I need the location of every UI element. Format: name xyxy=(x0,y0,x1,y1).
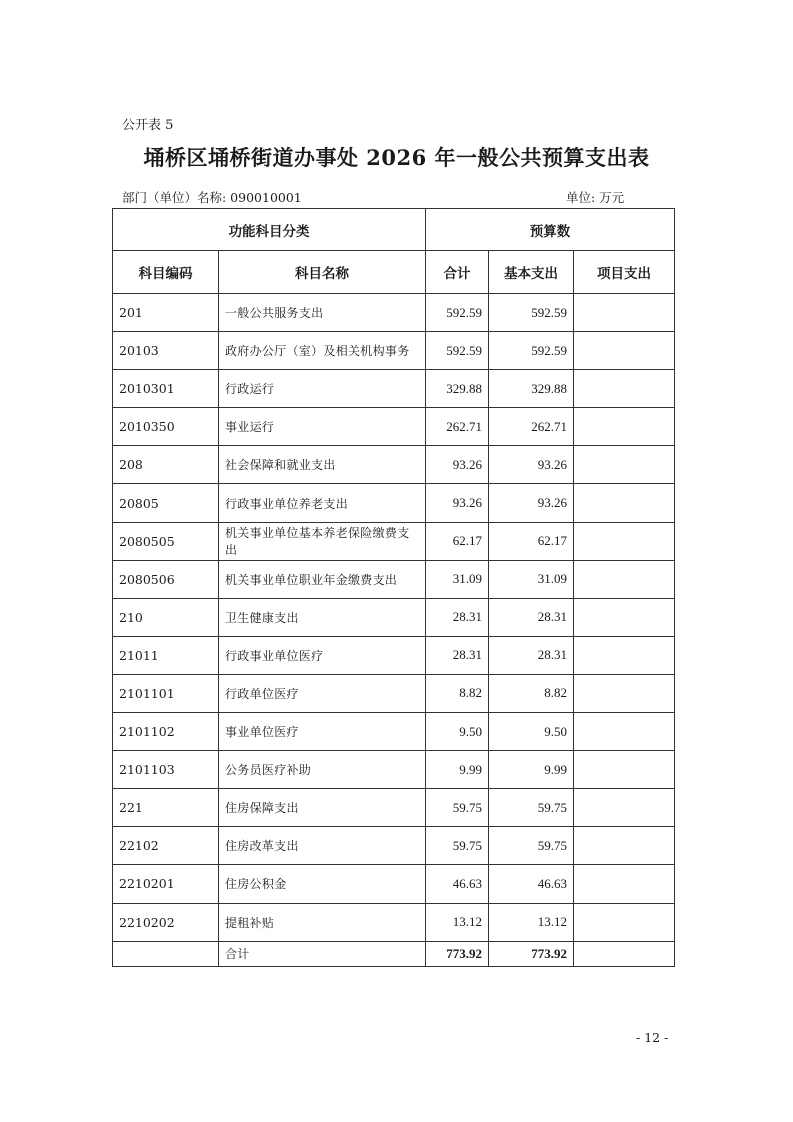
cell-code: 221 xyxy=(113,789,219,827)
cell-basic: 93.26 xyxy=(489,484,574,522)
cell-code: 208 xyxy=(113,446,219,484)
cell-project xyxy=(574,294,675,332)
cell-project xyxy=(574,713,675,751)
cell-total: 59.75 xyxy=(426,827,489,865)
cell-project xyxy=(574,789,675,827)
cell-basic: 28.31 xyxy=(489,598,574,636)
table-row xyxy=(113,294,675,332)
cell-total: 62.17 xyxy=(426,522,489,560)
cell-total: 592.59 xyxy=(426,294,489,332)
cell-name: 卫生健康支出 xyxy=(219,598,426,636)
page-number: - 12 - xyxy=(636,1030,669,1045)
cell-code: 2210202 xyxy=(113,903,219,941)
table-row xyxy=(113,827,675,865)
cell-project xyxy=(574,446,675,484)
table-row xyxy=(113,903,675,941)
cell-project xyxy=(574,827,675,865)
table-row xyxy=(113,484,675,522)
cell-name: 公务员医疗补助 xyxy=(219,751,426,789)
cell-basic: 59.75 xyxy=(489,789,574,827)
cell-name: 行政运行 xyxy=(219,370,426,408)
table-row xyxy=(113,636,675,674)
cell-total: 329.88 xyxy=(426,370,489,408)
cell-basic: 13.12 xyxy=(489,903,574,941)
cell-code: 2101102 xyxy=(113,713,219,751)
cell-project xyxy=(574,408,675,446)
table-row xyxy=(113,408,675,446)
cell-name: 社会保障和就业支出 xyxy=(219,446,426,484)
cell-basic: 31.09 xyxy=(489,560,574,598)
column-header-basic: 基本支出 xyxy=(489,251,574,294)
cell-basic: 592.59 xyxy=(489,332,574,370)
table-row xyxy=(113,789,675,827)
cell-total: 262.71 xyxy=(426,408,489,446)
cell-basic: 9.50 xyxy=(489,713,574,751)
cell-code: 2010350 xyxy=(113,408,219,446)
cell-total: 8.82 xyxy=(426,674,489,712)
cell-project xyxy=(574,598,675,636)
cell-code: 20103 xyxy=(113,332,219,370)
total-project xyxy=(574,941,675,966)
cell-total: 592.59 xyxy=(426,332,489,370)
cell-name: 机关事业单位职业年金缴费支出 xyxy=(219,560,426,598)
cell-basic: 93.26 xyxy=(489,446,574,484)
cell-name: 一般公共服务支出 xyxy=(219,294,426,332)
cell-code: 20805 xyxy=(113,484,219,522)
table-row xyxy=(113,332,675,370)
cell-name: 行政事业单位养老支出 xyxy=(219,484,426,522)
cell-project xyxy=(574,560,675,598)
table-row xyxy=(113,560,675,598)
cell-basic: 329.88 xyxy=(489,370,574,408)
cell-code: 201 xyxy=(113,294,219,332)
unit-label: 单位: 万元 xyxy=(566,190,625,205)
budget-group-header: 预算数 xyxy=(426,209,675,251)
cell-total: 31.09 xyxy=(426,560,489,598)
cell-basic: 28.31 xyxy=(489,636,574,674)
cell-name: 政府办公厅（室）及相关机构事务 xyxy=(219,332,426,370)
cell-name: 住房改革支出 xyxy=(219,827,426,865)
cell-name: 住房公积金 xyxy=(219,865,426,903)
cell-basic: 62.17 xyxy=(489,522,574,560)
table-tag: 公开表 5 xyxy=(122,118,174,133)
group-header-row xyxy=(113,209,675,251)
total-code xyxy=(113,941,219,966)
cell-basic: 9.99 xyxy=(489,751,574,789)
cell-code: 2080505 xyxy=(113,522,219,560)
column-header-code: 科目编码 xyxy=(113,251,219,294)
cell-project xyxy=(574,484,675,522)
column-header-total: 合计 xyxy=(426,251,489,294)
cell-name: 机关事业单位基本养老保险缴费支出 xyxy=(219,522,426,560)
total-label: 合计 xyxy=(219,941,426,966)
cell-total: 28.31 xyxy=(426,636,489,674)
cell-name: 住房保障支出 xyxy=(219,789,426,827)
cell-code: 21011 xyxy=(113,636,219,674)
cell-code: 210 xyxy=(113,598,219,636)
table-row xyxy=(113,598,675,636)
cell-code: 2210201 xyxy=(113,865,219,903)
cell-total: 93.26 xyxy=(426,484,489,522)
cell-name: 事业运行 xyxy=(219,408,426,446)
budget-table xyxy=(112,208,675,967)
cell-code: 2101103 xyxy=(113,751,219,789)
cell-name: 行政单位医疗 xyxy=(219,674,426,712)
table-row xyxy=(113,522,675,560)
cell-basic: 59.75 xyxy=(489,827,574,865)
cell-project xyxy=(574,522,675,560)
cell-basic: 592.59 xyxy=(489,294,574,332)
total-basic: 773.92 xyxy=(489,941,574,966)
page-title: 埇桥区埇桥街道办事处 2026 年一般公共预算支出表 xyxy=(143,145,650,170)
cell-project xyxy=(574,751,675,789)
cell-project xyxy=(574,865,675,903)
table-row xyxy=(113,446,675,484)
cell-code: 2080506 xyxy=(113,560,219,598)
cell-project xyxy=(574,674,675,712)
cell-total: 46.63 xyxy=(426,865,489,903)
column-header-project: 项目支出 xyxy=(574,251,675,294)
table-row xyxy=(113,370,675,408)
table-row xyxy=(113,865,675,903)
column-header-row xyxy=(113,251,675,294)
cell-total: 9.50 xyxy=(426,713,489,751)
cell-name: 行政事业单位医疗 xyxy=(219,636,426,674)
cell-total: 9.99 xyxy=(426,751,489,789)
table-row xyxy=(113,713,675,751)
total-row xyxy=(113,941,675,966)
functional-group-header: 功能科目分类 xyxy=(113,209,426,251)
cell-total: 28.31 xyxy=(426,598,489,636)
cell-total: 59.75 xyxy=(426,789,489,827)
cell-basic: 46.63 xyxy=(489,865,574,903)
department-label: 部门（单位）名称: 090010001 xyxy=(122,190,302,205)
cell-code: 22102 xyxy=(113,827,219,865)
table-body xyxy=(113,294,675,942)
total-sum: 773.92 xyxy=(426,941,489,966)
cell-basic: 8.82 xyxy=(489,674,574,712)
cell-code: 2010301 xyxy=(113,370,219,408)
cell-total: 93.26 xyxy=(426,446,489,484)
cell-project xyxy=(574,332,675,370)
cell-project xyxy=(574,636,675,674)
table-row xyxy=(113,751,675,789)
cell-total: 13.12 xyxy=(426,903,489,941)
cell-name: 提租补贴 xyxy=(219,903,426,941)
cell-project xyxy=(574,903,675,941)
cell-project xyxy=(574,370,675,408)
column-header-name: 科目名称 xyxy=(219,251,426,294)
cell-name: 事业单位医疗 xyxy=(219,713,426,751)
cell-code: 2101101 xyxy=(113,674,219,712)
table-row xyxy=(113,674,675,712)
cell-basic: 262.71 xyxy=(489,408,574,446)
